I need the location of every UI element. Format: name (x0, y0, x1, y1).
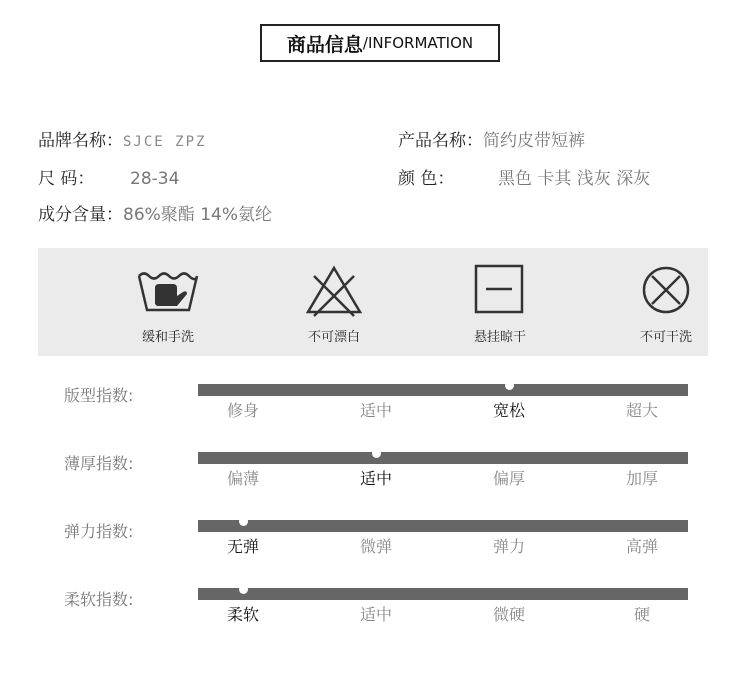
index-marker (372, 449, 381, 458)
care-label: 缓和手洗 (141, 330, 194, 345)
index-bar (198, 452, 688, 464)
index-label: 柔软指数: (64, 590, 134, 609)
index-option: 加厚 (625, 469, 658, 488)
spec-material (38, 200, 272, 225)
index-bar (198, 588, 688, 600)
spec-material-value: 86%聚酯 14%氨纶 (123, 205, 272, 225)
index-option: 微硬 (492, 605, 525, 624)
care-item-no-dry-clean (606, 248, 726, 356)
index-label: 版型指数: (64, 386, 134, 405)
index-option: 微弹 (359, 537, 392, 556)
care-item-hang-dry (440, 248, 560, 356)
index-bar (198, 520, 688, 532)
spec-brand-value: SJCE ZPZ (123, 134, 207, 150)
hang-dry-icon (472, 262, 528, 318)
title-chinese: 商品信息 (286, 33, 363, 56)
spec-size-label: 尺 码： (38, 169, 95, 189)
title-english: /INFORMATION (362, 34, 474, 52)
index-option: 宽松 (492, 401, 525, 420)
section-title (260, 24, 500, 62)
index-option: 适中 (359, 605, 392, 624)
care-item-no-bleach (274, 248, 394, 356)
spec-size-value: 28-34 (130, 169, 180, 189)
index-marker (239, 585, 248, 594)
care-label: 不可漂白 (307, 330, 360, 345)
index-option: 硬 (633, 605, 650, 624)
care-instructions-panel (38, 248, 708, 356)
spec-product-value: 简约皮带短裤 (483, 131, 585, 151)
index-option: 高弹 (625, 537, 658, 556)
spec-brand (38, 126, 206, 151)
care-label: 悬挂晾干 (473, 330, 526, 345)
index-label: 弹力指数: (64, 522, 134, 541)
index-option: 偏厚 (492, 469, 525, 488)
spec-color (398, 164, 650, 189)
care-item-hand-wash (108, 248, 228, 356)
index-option: 修身 (226, 401, 259, 420)
spec-brand-label: 品牌名称： (38, 131, 123, 151)
index-option: 柔软 (226, 605, 259, 624)
index-marker (239, 517, 248, 526)
no-dry-clean-icon (638, 262, 694, 318)
spec-product-label: 产品名称： (398, 131, 483, 151)
no-bleach-icon (304, 262, 364, 318)
index-marker (505, 381, 514, 390)
index-label: 薄厚指数: (64, 454, 134, 473)
spec-product (398, 126, 585, 151)
spec-color-value: 黑色 卡其 浅灰 深灰 (498, 169, 651, 189)
index-option: 超大 (625, 401, 658, 420)
index-option: 适中 (359, 401, 392, 420)
spec-color-label: 颜 色： (398, 169, 455, 189)
spec-size (38, 164, 179, 189)
care-label: 不可干洗 (639, 330, 692, 345)
index-bar (198, 384, 688, 396)
spec-material-label: 成分含量： (38, 205, 123, 225)
hand-wash-icon (133, 262, 203, 318)
index-option: 弹力 (492, 537, 525, 556)
index-option: 适中 (359, 469, 392, 488)
index-option: 无弹 (226, 537, 259, 556)
index-option: 偏薄 (226, 469, 259, 488)
